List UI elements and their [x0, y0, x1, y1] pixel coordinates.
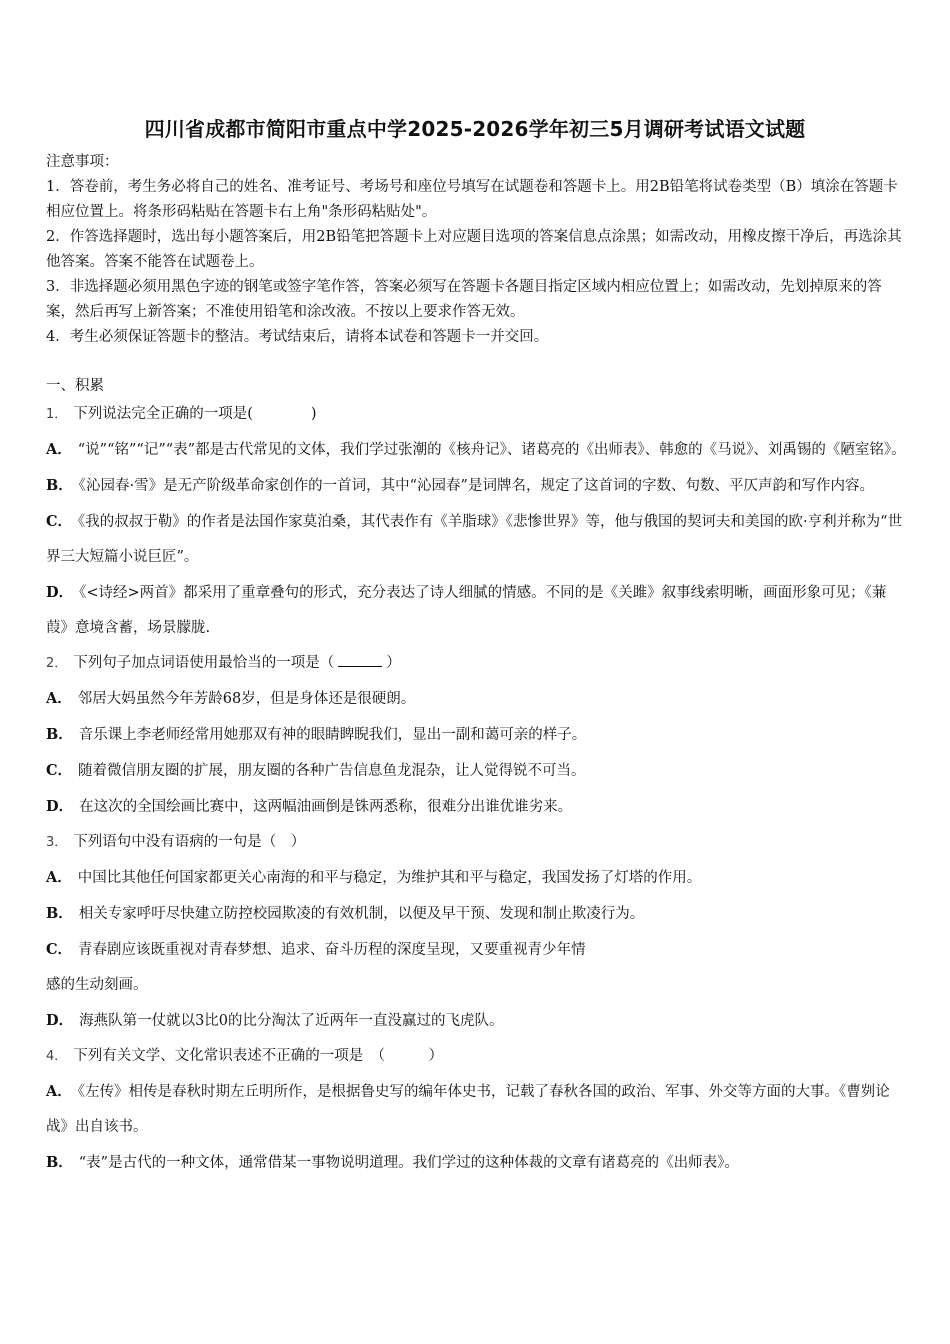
- question-number: 3．: [46, 835, 68, 850]
- option-text: 邻居大妈虽然今年芳龄68岁，但是身体还是很硬朗。: [77, 691, 416, 707]
- option-text: “表”是古代的一种文体，通常借某一事物说明道理。我们学过的这种体裁的文章有诸葛亮的《出师表》。: [78, 1155, 739, 1171]
- question-text: 下列句子加点词语使用最恰当的一项是（: [73, 655, 335, 671]
- answer-blank: [338, 652, 382, 667]
- question-stem: [46, 1039, 908, 1074]
- page-title: 四川省成都市简阳市重点中学2025-2026学年初三5月调研考试语文试题: [144, 117, 806, 141]
- option-text: 中国比其他任何国家都更关心南海的和平与稳定，为维护其和平与稳定，我国发扬了灯塔的作用。: [77, 870, 702, 886]
- answer-option: [46, 860, 908, 896]
- option-label: A．: [46, 690, 72, 707]
- question-stem: [46, 825, 908, 860]
- option-text: 《左传》相传是春秋时期左丘明所作，是根据鲁史写的编年体史书，记载了春秋各国的政治、军事、外交等方面的大事。《曹刿论战》出自该书。: [46, 1084, 890, 1135]
- option-text: “说”“铭”“记”“表”都是古代常见的文体，我们学过张潮的《核舟记》、诸葛亮的《出师表》、韩愈的《马说》、刘禹锡的《陋室铭》。: [77, 442, 906, 458]
- answer-option: [46, 1074, 908, 1145]
- answer-option-continuation: [46, 968, 908, 1003]
- answer-option: [46, 432, 908, 468]
- notice-item: 3．非选择题必须用黑色字迹的钢笔或签字笔作答，答案必须写在答题卡各题目指定区域内相应位置上；如需改动，先划掉原来的答案，然后再写上新答案；不准使用铅笔和涂改液。不按以上要求作答无效。: [46, 279, 882, 320]
- option-text: 青春剧应该既重视对青春梦想、追求、奋斗历程的深度呈现，又要重视青少年情: [78, 942, 586, 958]
- option-label: B．: [46, 1154, 73, 1171]
- answer-option: [46, 1145, 908, 1181]
- notice-heading: 注意事项：: [46, 154, 119, 170]
- option-text: 感的生动刻画。: [46, 977, 148, 993]
- option-label: D．: [46, 584, 74, 601]
- option-label: C．: [46, 941, 73, 958]
- option-label: A．: [46, 441, 72, 458]
- answer-option: [46, 468, 908, 504]
- question-text: 下列语句中没有语病的一句是（ ）: [73, 834, 306, 850]
- option-label: C．: [46, 513, 73, 530]
- answer-option: [46, 896, 908, 932]
- option-text: 随着微信朋友圈的扩展，朋友圈的各种广告信息鱼龙混杂，让人觉得锐不可当。: [78, 763, 586, 779]
- option-text: 相关专家呼吁尽快建立防控校园欺凌的有效机制，以便及早干预、发现和制止欺凌行为。: [78, 906, 645, 922]
- notice-item: 4．考生必须保证答题卡的整洁。考试结束后，请将本试卷和答题卡一并交回。: [46, 329, 549, 345]
- option-text: 海燕队第一仗就以3比0的比分淘汰了近两年一直没赢过的飞虎队。: [79, 1013, 504, 1029]
- answer-option: [46, 1003, 908, 1039]
- question-text: 下列有关文学、文化常识表述不正确的一项是 （ ）: [73, 1048, 444, 1064]
- option-label: B．: [46, 726, 73, 743]
- question-number: 4．: [46, 1049, 68, 1064]
- question-stem: [46, 397, 908, 432]
- question-stem: [46, 646, 908, 681]
- option-text: 音乐课上李老师经常用她那双有神的眼睛睥睨我们，显出一副和蔼可亲的样子。: [78, 727, 587, 743]
- question-number: 2．: [46, 656, 68, 671]
- option-label: A．: [46, 869, 72, 886]
- option-text: 在这次的全国绘画比赛中，这两幅油画倒是铢两悉称，很难分出谁优谁劣来。: [79, 799, 573, 815]
- option-text: 《沁园春·雪》是无产阶级革命家创作的一首词，其中“沁园春”是词牌名，规定了这首词的字数、句数、平仄声韵和写作内容。: [78, 478, 874, 494]
- notice-item: 2．作答选择题时，选出每小题答案后，用2B铅笔把答题卡上对应题目选项的答案信息点涂黑；如需改动，用橡皮擦干净后，再选涂其他答案。答案不能答在试题卷上。: [46, 229, 902, 270]
- answer-option: [46, 575, 908, 646]
- notice-block: [46, 150, 906, 350]
- answer-option: [46, 753, 908, 789]
- option-label: B．: [46, 477, 73, 494]
- answer-option: [46, 681, 908, 717]
- answer-option: [46, 717, 908, 753]
- question-text: 下列说法完全正确的一项是( ): [73, 406, 317, 422]
- section-heading: 一、积累: [46, 378, 104, 394]
- option-text: 《我的叔叔于勒》的作者是法国作家莫泊桑，其代表作有《羊脂球》《悲惨世界》等，他与俄国的契诃夫和美国的欧·亨利并称为“世界三大短篇小说巨匠”。: [46, 514, 903, 565]
- option-label: C．: [46, 762, 73, 779]
- option-label: A．: [46, 1083, 72, 1100]
- questions-block: [46, 375, 908, 1181]
- answer-option: [46, 932, 908, 968]
- question-number: 1．: [46, 407, 68, 422]
- option-label: D．: [46, 1012, 74, 1029]
- question-text-end: ）: [386, 655, 401, 671]
- notice-item: 1．答卷前，考生务必将自己的姓名、准考证号、考场号和座位号填写在试题卷和答题卡上。用2B铅笔将试卷类型（B）填涂在答题卡相应位置上。将条形码粘贴在答题卡右上角"条形码粘贴处"。: [46, 179, 898, 220]
- answer-option: [46, 789, 908, 825]
- option-label: B．: [46, 905, 73, 922]
- answer-option: [46, 504, 908, 575]
- option-text: 《<诗经>两首》都采用了重章叠句的形式，充分表达了诗人细腻的情感。不同的是《关雎》叙事线索明晰，画面形象可见；《蒹葭》意境含蓄，场景朦胧.: [46, 585, 887, 636]
- option-label: D．: [46, 798, 74, 815]
